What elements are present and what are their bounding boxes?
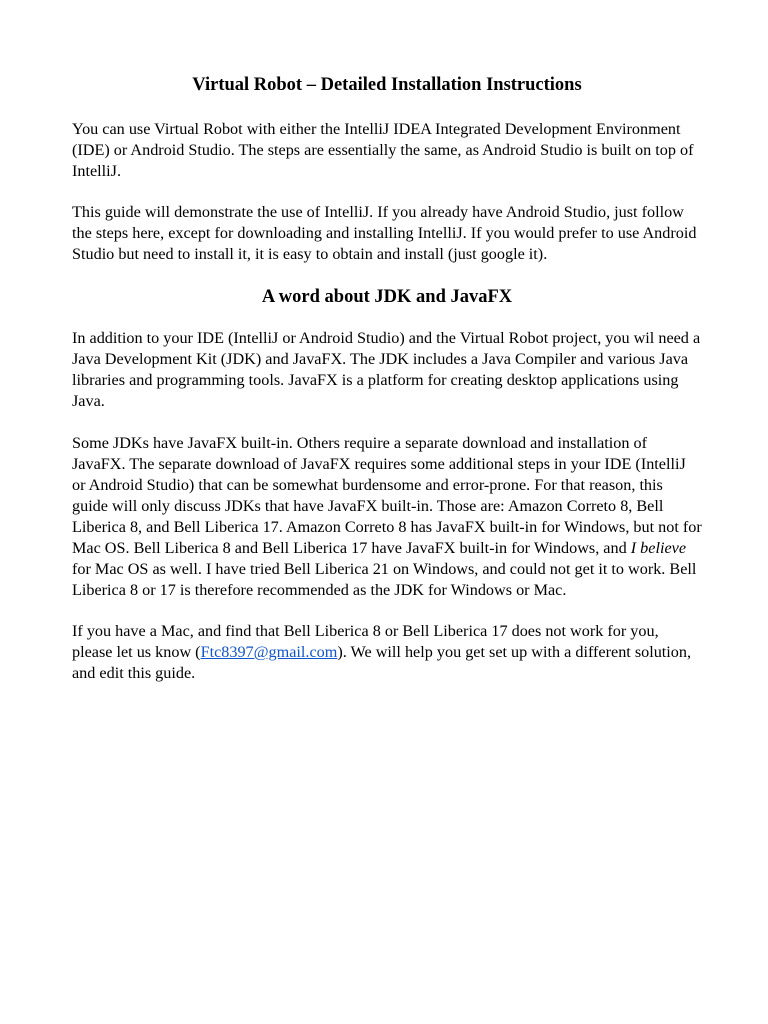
intro-paragraph: You can use Virtual Robot with either the IntelliJ IDEA Integrated Development Environment (IDE) or Android Studio. The steps are essentially the same, as Android Studio is built on top of IntelliJ. [72, 120, 694, 180]
document-body [72, 72, 702, 705]
jdk-options-text-end: for Mac OS as well. I have tried Bell Liberica 21 on Windows, and could not get it to work. Bell Liberica 8 or 17 is therefore recommended as the JDK for Windows or Mac. [72, 560, 697, 599]
jdk-options-paragraph [72, 433, 702, 601]
jdk-intro-paragraph: In addition to your IDE (IntelliJ or Android Studio) and the Virtual Robot project, you wil need a Java Development Kit (JDK) and JavaFX. The JDK includes a Java Compiler and various Java libraries and programming tools. JavaFX is a platform for creating desktop applications using Java. [72, 329, 701, 410]
emphasis-i-believe: I believe [630, 539, 686, 557]
guide-paragraph: This guide will demonstrate the use of IntelliJ. If you already have Android Studio, just follow the steps here, except for downloading and installing IntelliJ. If you would prefer to use Android Studio but need to install it, it is easy to obtain and install (just google it). [72, 203, 697, 263]
contact-email-link[interactable]: Ftc8397@gmail.com [200, 643, 338, 661]
jdk-options-text-start: Some JDKs have JavaFX built-in. Others require a separate download and installation of JavaFX. The separate download of JavaFX requires some additional steps in your IDE (IntelliJ or Android Studio) that can be somewhat burdensome and error-prone. For that reason, this guide will only discuss JDKs that have JavaFX built-in. Those are: Amazon Correto 8, Bell Liberica 8, and Bell Liberica 17. Amazon Correto 8 has JavaFX built-in for Windows, but not for Mac OS. Bell Liberica 8 and Bell Liberica 17 have JavaFX built-in for Windows, and [72, 434, 702, 557]
mac-support-text-end: ). We will help you get set up with a different solution, and edit this guide. [72, 643, 692, 682]
mac-support-text-start: If you have a Mac, and find that Bell Liberica 8 or Bell Liberica 17 does not work for you, please let us know ( [72, 622, 659, 661]
mac-support-paragraph [72, 621, 702, 684]
document-title: Virtual Robot – Detailed Installation Instructions [192, 75, 582, 95]
section-heading-jdk-javafx: A word about JDK and JavaFX [261, 287, 513, 307]
